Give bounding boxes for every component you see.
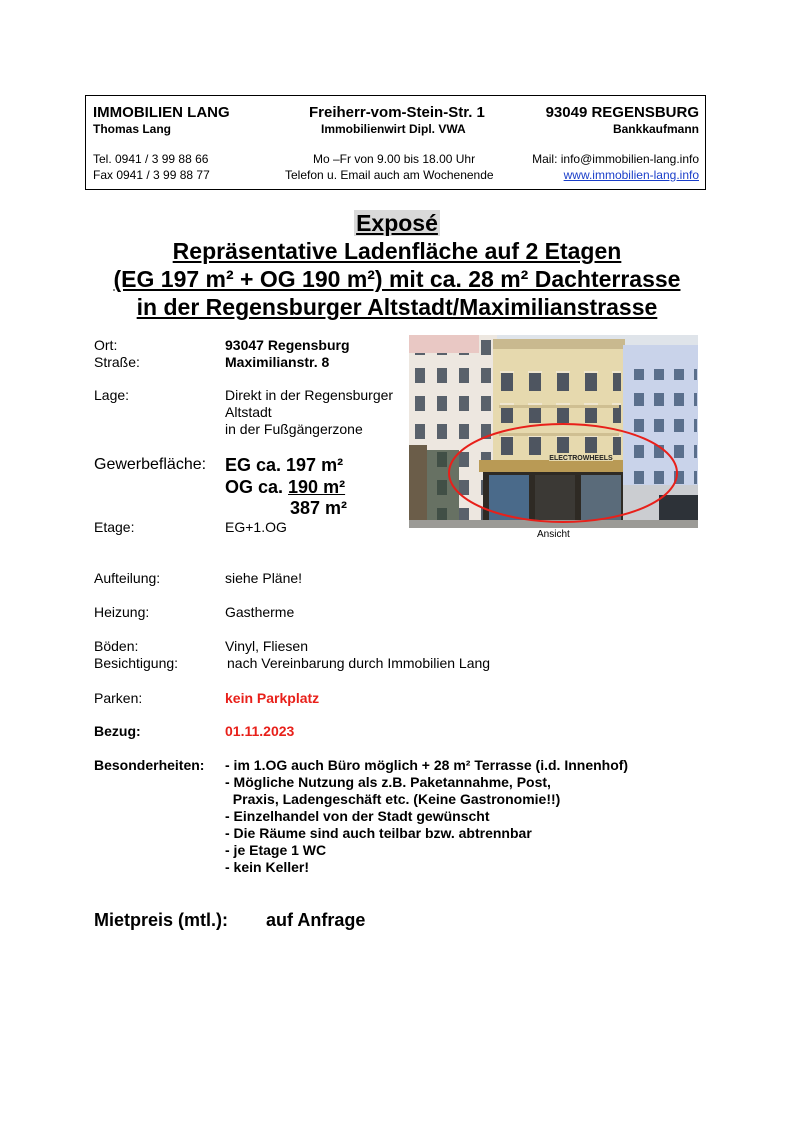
boeden-value: Vinyl, Fliesen bbox=[225, 638, 309, 654]
bezug-label: Bezug: bbox=[94, 723, 141, 739]
owner-profession: Bankkaufmann bbox=[612, 122, 699, 136]
aufteilung-label: Aufteilung: bbox=[94, 570, 161, 586]
strasse-label: Straße: bbox=[94, 354, 140, 370]
area-og-prefix: OG ca. bbox=[225, 477, 289, 497]
besonderheiten-label: Besonderheiten: bbox=[94, 757, 205, 773]
area-og-value: 190 m² bbox=[288, 477, 346, 497]
parken-value: kein Parkplatz bbox=[225, 690, 320, 706]
strasse-value: Maximilianstr. 8 bbox=[225, 354, 330, 370]
lage-label: Lage: bbox=[94, 387, 130, 403]
besichtigung-label: Besichtigung: bbox=[94, 655, 179, 671]
besonderheit-item: - Die Räume sind auch teilbar bzw. abtrennbar bbox=[225, 825, 532, 841]
expose-title: Exposé bbox=[356, 210, 438, 236]
office-hours: Mo –Fr von 9.00 bis 18.00 Uhr bbox=[313, 152, 476, 166]
mietpreis-value: auf Anfrage bbox=[266, 910, 366, 930]
area-total: 387 m² bbox=[290, 498, 348, 518]
photo-caption: Ansicht bbox=[537, 529, 570, 540]
email-address: Mail: info@immobilien-lang.info bbox=[532, 152, 699, 166]
besonderheit-item: Praxis, Ladengeschäft etc. (Keine Gastronomie!!) bbox=[225, 791, 561, 807]
company-name: IMMOBILIEN LANG bbox=[93, 104, 230, 121]
company-street: Freiherr-vom-Stein-Str. 1 bbox=[309, 104, 485, 121]
headline-line-3: in der Regensburger Altstadt/Maximilianstrasse bbox=[136, 294, 658, 320]
besonderheit-item: - kein Keller! bbox=[225, 859, 310, 875]
mietpreis-label: Mietpreis (mtl.): bbox=[94, 910, 229, 930]
besonderheit-item: - Mögliche Nutzung als z.B. Paketannahme, Post, bbox=[225, 774, 551, 790]
owner-name: Thomas Lang bbox=[93, 122, 172, 136]
etage-label: Etage: bbox=[94, 519, 135, 535]
heizung-label: Heizung: bbox=[94, 604, 150, 620]
headline-line-2: (EG 197 m² + OG 190 m²) mit ca. 28 m² Dachterrasse bbox=[113, 266, 681, 292]
building-photo bbox=[409, 335, 698, 528]
weekend-note: Telefon u. Email auch am Wochenende bbox=[285, 168, 494, 182]
parken-label: Parken: bbox=[94, 690, 143, 706]
besonderheit-item: - Einzelhandel von der Stadt gewünscht bbox=[225, 808, 490, 824]
lage-line-1: Direkt in der Regensburger bbox=[225, 387, 394, 403]
gewerbeflaeche-label: Gewerbefläche: bbox=[94, 456, 207, 473]
besichtigung-value: nach Vereinbarung durch Immobilien Lang bbox=[227, 655, 491, 671]
headline-line-1: Repräsentative Ladenfläche auf 2 Etagen bbox=[172, 238, 622, 264]
etage-value: EG+1.OG bbox=[225, 519, 287, 535]
heizung-value: Gastherme bbox=[225, 604, 295, 620]
lage-line-3: in der Fußgängerzone bbox=[225, 421, 363, 437]
ort-label: Ort: bbox=[94, 337, 118, 353]
website-link[interactable]: www.immobilien-lang.info bbox=[563, 168, 699, 182]
bezug-value: 01.11.2023 bbox=[225, 723, 295, 739]
besonderheit-item: - je Etage 1 WC bbox=[225, 842, 327, 858]
owner-qualification: Immobilienwirt Dipl. VWA bbox=[321, 122, 466, 136]
boeden-label: Böden: bbox=[94, 638, 139, 654]
area-og bbox=[225, 477, 345, 498]
area-eg: EG ca. 197 m² bbox=[225, 455, 344, 475]
letterhead-box bbox=[85, 95, 706, 190]
aufteilung-value: siehe Pläne! bbox=[225, 570, 303, 586]
shop-sign: ELECTROWHEELS bbox=[549, 455, 613, 462]
ort-value: 93047 Regensburg bbox=[225, 337, 350, 353]
lage-line-2: Altstadt bbox=[225, 404, 272, 420]
phone-number: Tel. 0941 / 3 99 88 66 bbox=[93, 152, 209, 166]
company-city: 93049 REGENSBURG bbox=[545, 104, 699, 121]
besonderheit-item: - im 1.OG auch Büro möglich + 28 m² Terrasse (i.d. Innenhof) bbox=[225, 757, 629, 773]
fax-number: Fax 0941 / 3 99 88 77 bbox=[93, 168, 210, 182]
